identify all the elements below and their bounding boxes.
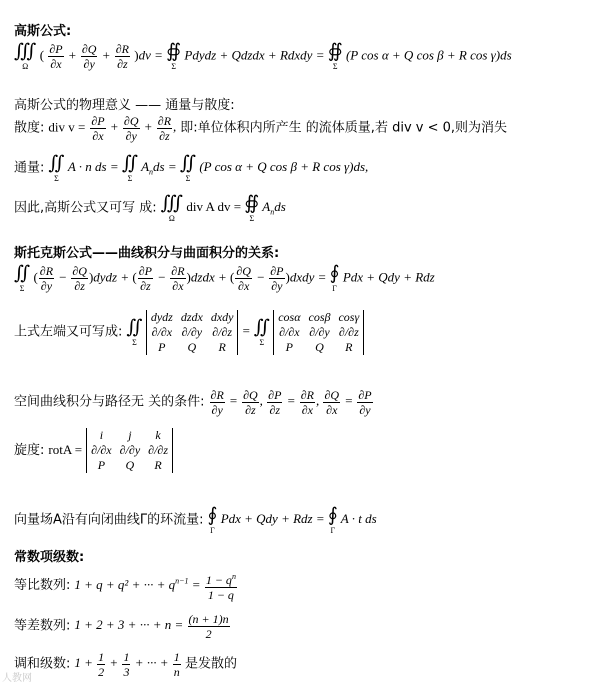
determinant-cell: R: [218, 340, 226, 354]
path-independence: 空间曲线积分与路径无 关的条件: $\frac{\partial R}{\partial y}$ = $\frac{\partial Q}{\partial z}$ , $\frac{\partial P}{\partial z}$ = $\frac{\partial R}{\partial x}$ , $\frac{\partial Q}{\partial x}$ = $\frac{\partial P}{\partial y}$: [14, 388, 372, 417]
determinant-cell: R: [345, 340, 353, 354]
determinant-cell: cosβ: [308, 310, 331, 324]
determinant-cell: Q: [315, 340, 324, 354]
determinant-cell: Q: [187, 340, 197, 354]
determinant-cell: R: [154, 458, 162, 472]
determinant-cell: P: [285, 340, 294, 354]
divergence-line: 散度: div v = $\frac{\partial P}{\partial x}$ + $\frac{\partial Q}{\partial y}$ + $\frac{\partial R}{\partial z}$ , 即:单位体积内所产生 的流体质量,若 div v < 0,则为消失: [14, 114, 508, 143]
determinant-cell: dzdx: [180, 310, 203, 324]
determinant-cell: ∂/∂z: [338, 325, 359, 339]
determinant-cell: P: [158, 340, 166, 354]
gauss-meaning: 高斯公式的物理意义 —— 通量与散度:: [14, 98, 235, 113]
determinant-cell: ∂/∂y: [119, 443, 141, 457]
stokes-heading: 斯托克斯公式——曲线积分与曲面积分的关系:: [14, 246, 280, 261]
determinant-cell: ∂/∂z: [212, 325, 233, 339]
gauss-heading: 高斯公式:: [14, 24, 72, 39]
harmonic-series: 调和级数: 1 + $\frac{1}{2}$ + $\frac{1}{3}$ + ··· + $\frac{1}{n}$ 是发散的: [14, 650, 238, 679]
determinant-cell: ∂/∂x: [279, 325, 300, 339]
determinant-cell: ∂/∂y: [181, 325, 203, 339]
flux-line: 通量: ∬ Σ A · n ds = ∬ Σ $A_nds$ = ∬ Σ (P cos α + Q cos β + R cos γ)ds,: [14, 153, 369, 183]
determinant-2: [273, 310, 364, 355]
triple-integral: ∭ Ω: [14, 41, 37, 71]
determinant-cell: dydz: [150, 310, 173, 324]
stokes-det-line: 上式左端又可写成: ∬ Σ dydz dzdx dxdy ∂/∂x ∂/∂y ∂/∂z P Q R = ∬ Σ cosα cosβ cosγ ∂/∂x ∂/∂y ∂/∂z P Q R: [14, 310, 364, 355]
determinant-cell: ∂/∂x: [151, 325, 173, 339]
curl-line: 旋度: rotA = i j k ∂/∂x ∂/∂y ∂/∂z P Q R: [14, 428, 173, 473]
gauss-rewrite: 因此,高斯公式又可写 成: ∭ Ω div A dv = ∯ Σ $A_nds$: [14, 193, 286, 223]
arithmetic-series: 等差数列: 1 + 2 + 3 + ··· + n = $\frac{(n + 1)n}{2}$: [14, 612, 229, 641]
gauss-formula: ∭ Ω ( $\frac{\partial P}{\partial x}$ + $\frac{\partial Q}{\partial y}$ + $\frac{\partial R}{\partial z}$ )dv = ∯ Σ Pdydz + Qdzdx + Rdxdy = ∯ Σ (P cos α + Q cos β + R cos γ)ds: [14, 41, 512, 71]
determinant-cell: cosγ: [338, 310, 360, 324]
geometric-series: 等比数列: 1 + q + q² + ··· + $q^{n-1}$ = $\frac{1 - q^n}{1 - q}$: [14, 572, 236, 602]
watermark-logo: 人教网: [2, 673, 32, 684]
determinant-cell: i: [99, 428, 104, 442]
determinant-1: [146, 310, 239, 355]
determinant-cell: dxdy: [210, 310, 234, 324]
determinant-cell: j: [128, 428, 132, 442]
determinant-cell: k: [155, 428, 161, 442]
determinant-cell: cosα: [278, 310, 301, 324]
determinant-cell: ∂/∂x: [91, 443, 112, 457]
determinant-cell: P: [97, 458, 106, 472]
determinant-cell: Q: [125, 458, 135, 472]
determinant-cell: ∂/∂z: [148, 443, 169, 457]
stokes-formula: ∬ Σ ( $\frac{\partial R}{\partial y}$ − $\frac{\partial Q}{\partial z}$ )dydz + ( $\frac{\partial P}{\partial z}$ − $\frac{\partial R}{\partial x}$ )dzdx + ( $\frac{\partial Q}{\partial x}$ − $\frac{\partial P}{\partial y}$ )dxdy = ∮ Γ Pdx + Qdy + Rdz: [14, 263, 435, 293]
circulation-line: 向量场A沿有向闭曲线Γ的环流量: ∮ Γ Pdx + Qdy + Rdz = ∮ Γ A · t ds: [14, 505, 377, 535]
curl-determinant: [86, 428, 173, 473]
series-heading: 常数项级数:: [14, 550, 85, 565]
determinant-cell: ∂/∂y: [309, 325, 330, 339]
